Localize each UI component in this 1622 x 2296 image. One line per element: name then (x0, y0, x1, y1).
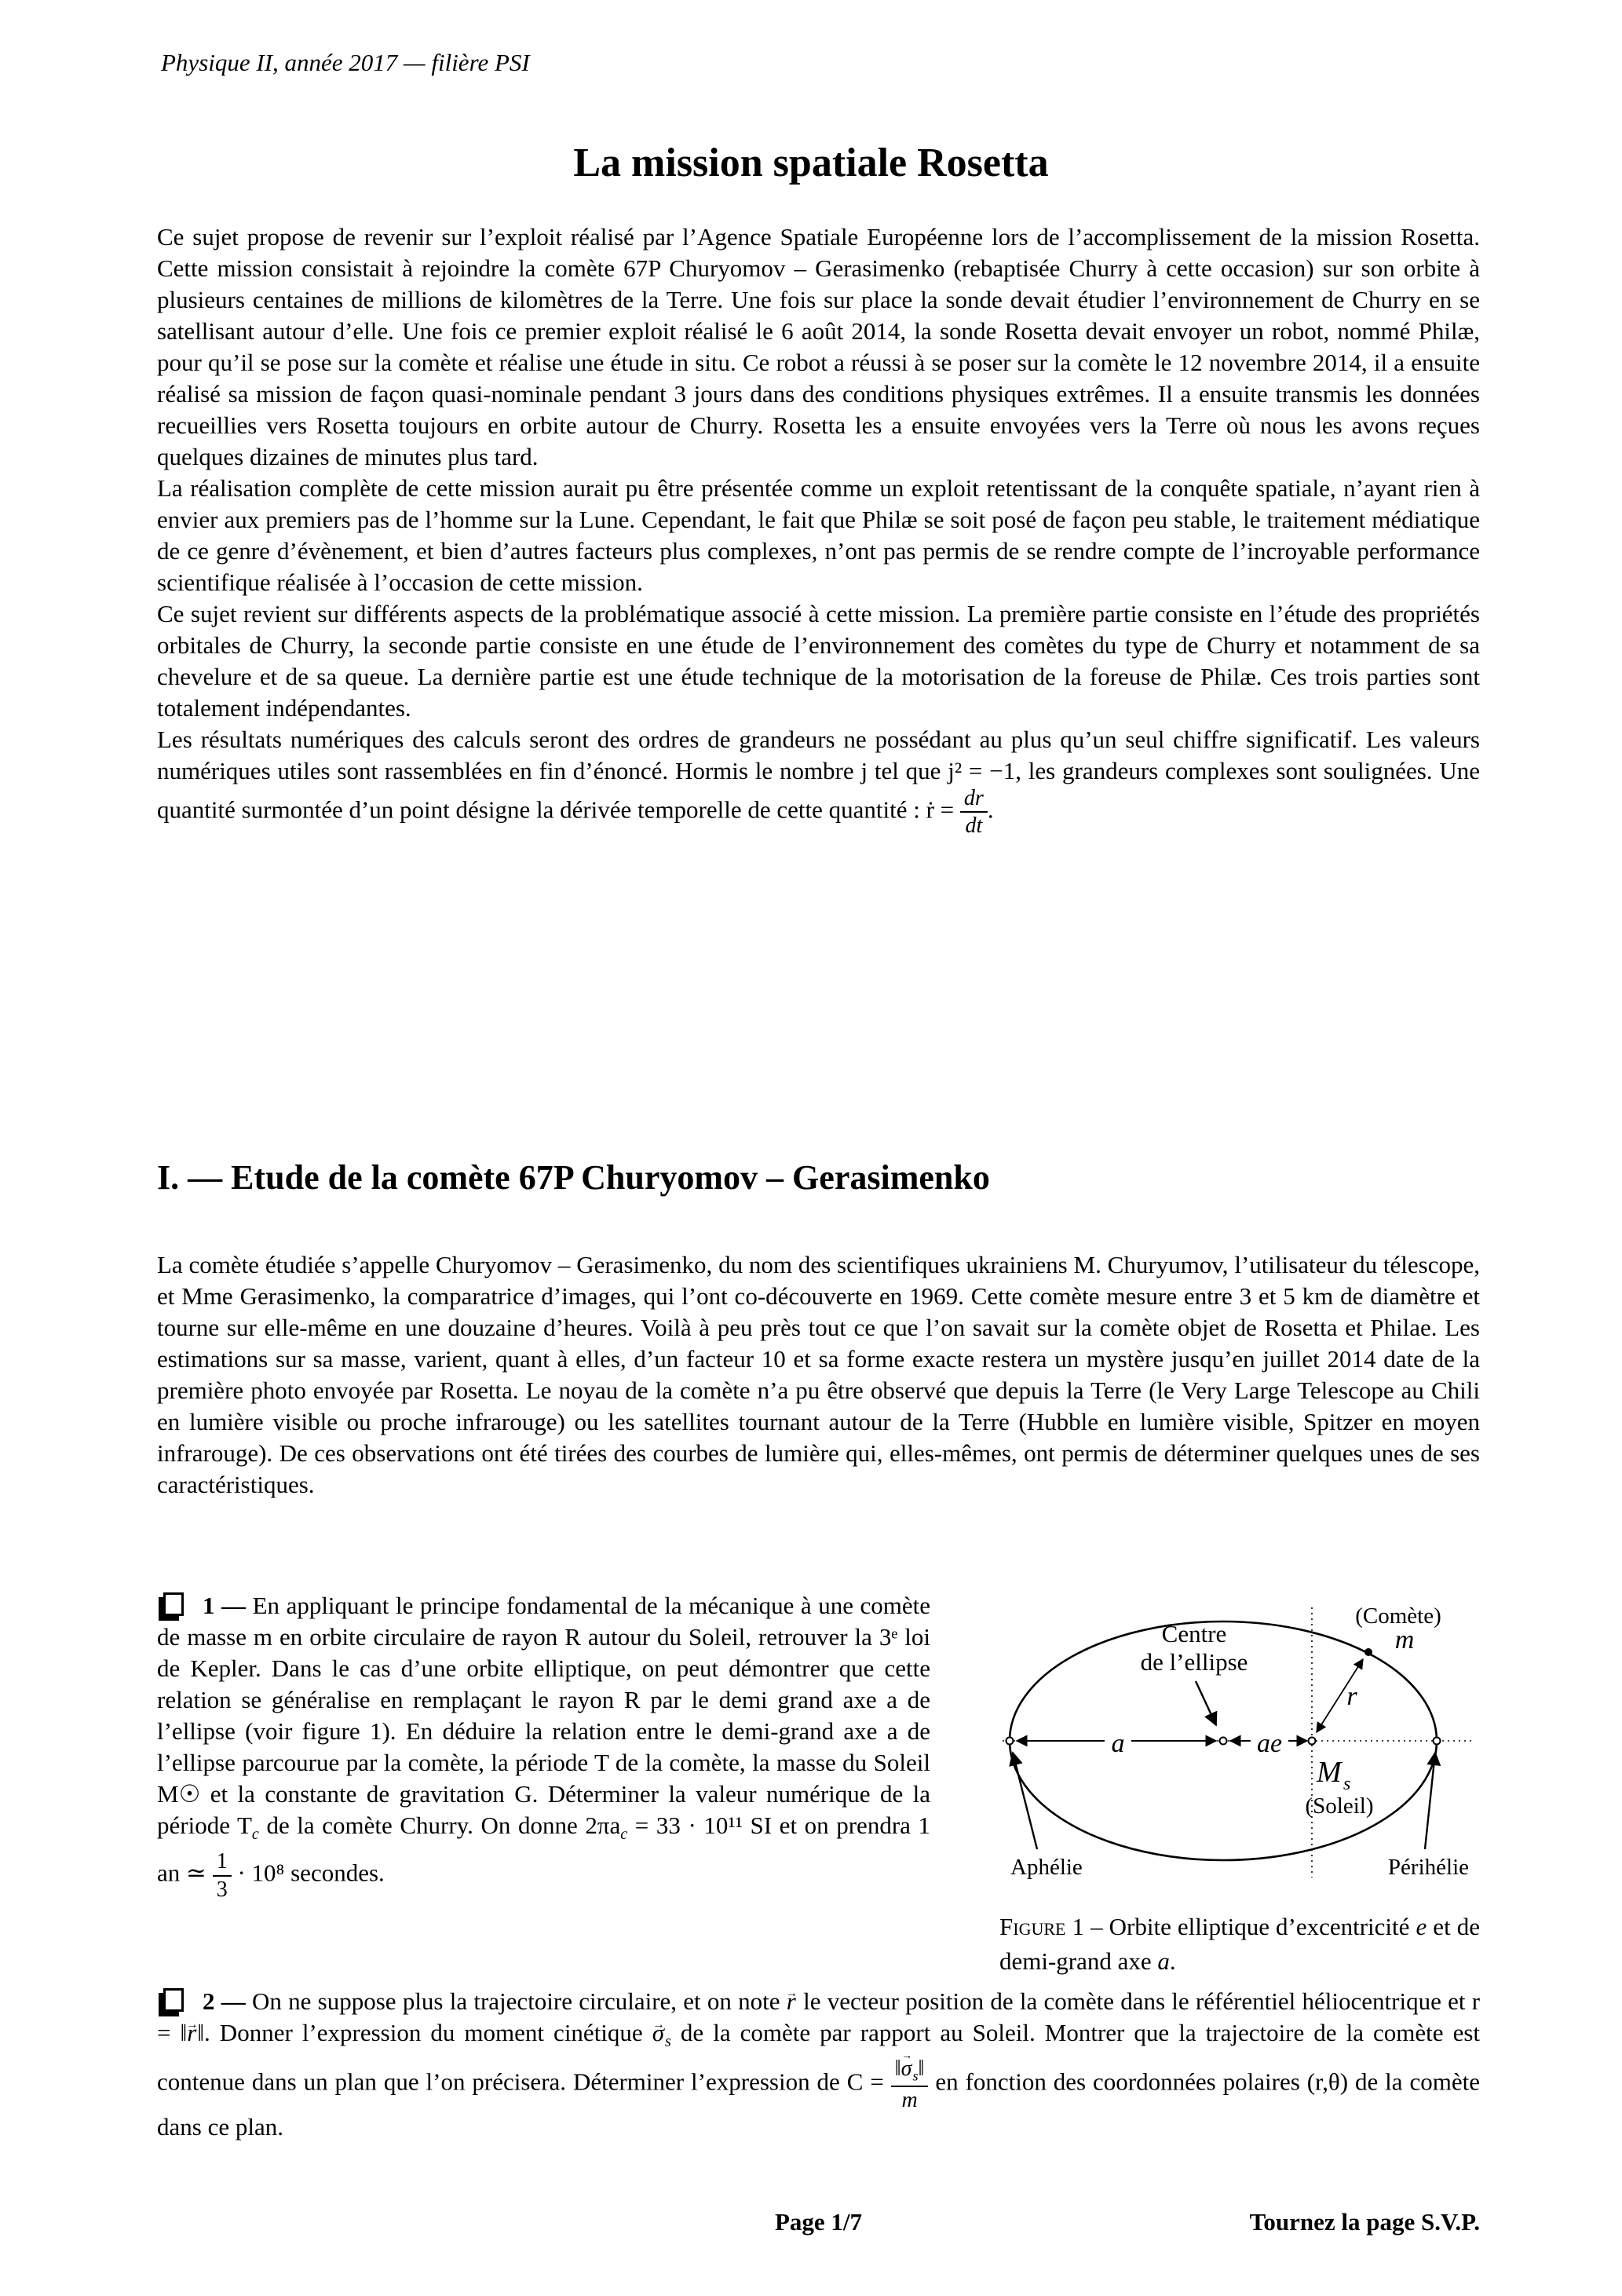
intro-paragraph-3: Ce sujet revient sur différents aspects de la problématique associé à cette mission. La première partie consiste en l’étude des propriétés orbitales de Churry, la seconde partie consiste en une étude de l’environnement des comètes du type de Churry et notamment de sa chevelure et de sa queue. La dernière partie est une étude technique de la motorisation de la foreuse de Philæ. Ces trois parties sont totalement indépendantes. (157, 600, 1480, 722)
question1-and-figure-row (157, 1590, 1480, 1979)
figure-1-column (999, 1590, 1480, 1979)
ellipse-center-label-line2: de l’ellipse (1140, 1648, 1248, 1676)
sun-caption-label: (Soleil) (1305, 1793, 1374, 1819)
intro-p4-text: Les résultats numériques des calculs seront des ordres de grandeurs ne possédant au plus qu’un seul chiffre significatif. Les valeurs numériques utiles sont rassemblées en fin d’énoncé. Hormis le nombre j tel que j² = −1, les grandeurs complexes sont soulignées. Une quantité surmontée d’un point désigne la dérivée temporelle de cette quantité : ṙ = (157, 726, 1480, 824)
center-pointer-arrow (1196, 1681, 1216, 1725)
ellipse-center-label-line1: Centre (1161, 1620, 1227, 1647)
figure-number: Figure 1 (999, 1913, 1085, 1940)
question-1-number: 1 — (203, 1592, 247, 1619)
angular-momentum-vector: → σ (652, 2017, 664, 2049)
sun-mass-subscript: s (1343, 1774, 1351, 1794)
position-vector-r: → r (187, 2017, 196, 2049)
semi-major-axis-label: a (1111, 1729, 1125, 1758)
position-vector-r: → r (787, 1986, 796, 2017)
sun-mass-label: M (1317, 1756, 1342, 1789)
elliptical-orbit-diagram (999, 1601, 1480, 1885)
radius-label: r (1346, 1682, 1357, 1711)
comet-caption-label: (Comète) (1355, 1603, 1441, 1629)
page-number: Page 1/7 (774, 2208, 863, 2236)
figure-1-diagram (999, 1590, 1480, 1889)
section-1-heading: I. — Etude de la comète 67P Churyomov – Gerasimenko (157, 1158, 990, 1197)
perihelion-label: Périhélie (1387, 1855, 1469, 1880)
focal-distance-label: ae (1256, 1729, 1283, 1758)
question-checkbox-icon (163, 1988, 184, 2012)
intro-paragraph-1: Ce sujet propose de revenir sur l’exploit réalisé par l’Agence Spatiale Européenne lors de l’accomplissement de la mission Rosetta. Cette mission consistait à rejoindre la comète 67P Churyomov – Gerasimenko (rebaptisée Churry à cette occasion) sur son orbite à plusieurs centaines de millions de kilomètres de la Terre. Une fois sur place la sonde devait étudier l’environnement de Churry en se satellisant autour d’elle. Une fois ce premier exploit réalisé le 6 août 2014, la sonde Rosetta devait envoyer un robot, nommé Philæ, pour qu’il se pose sur la comète et réalise une étude in situ. Ce robot a réussi à se poser sur la comète le 12 novembre 2014, il a ensuite réalisé sa mission de façon quasi-nominale pendant 3 jours dans des conditions physiques extrêmes. Il a ensuite transmis les données recueillies vers Rosetta toujours en orbite autour de Churry. Rosetta les a ensuite envoyées vers la Terre où nous les avons reçues quelques dizaines de minutes plus tard. (157, 223, 1480, 470)
fraction-one-third: $\frac{1}{3}$ (213, 1850, 232, 1901)
introduction-section (157, 221, 1480, 838)
question-checkbox-icon (163, 1592, 184, 1616)
question-2-number: 2 — (203, 1987, 246, 2015)
aphelion-label: Aphélie (1010, 1855, 1083, 1880)
document-title: La mission spatiale Rosetta (573, 141, 1049, 185)
section-1-paragraph: La comète étudiée s’appelle Churyomov – Gerasimenko, du nom des scientifiques ukrainiens M. Churyumov, l’utilisateur du télescope, et Mme Gerasimenko, la comparatrice d’images, qui l’ont co-découverte en 1969. Cette comète mesure entre 3 et 5 km de diamètre et tourne sur elle-même en une douzaine d’heures. Voilà à peu près tout ce que l’on savait sur la comète objet de Rosetta et Philae. Les estimations sur sa masse, varient, quant à elles, d’un facteur 10 et sa forme exacte restera un mystère jusqu’en juillet 2014 date de la première photo envoyée par Rosetta. Le noyau de la comète n’a pu être observé que depuis la Terre (le Very Large Telescope au Chili en lumière visible ou proche infrarouge) ou les satellites tournant autour de la Terre (Hubble en lumière visible, Spitzer en moyen infrarouge). De ces observations ont été tirées des courbes de lumière qui, elles-mêmes, ont permis de déterminer quelques unes de ses caractéristiques. (157, 1251, 1480, 1498)
turn-page-notice: Tournez la page S.V.P. (1249, 2208, 1480, 2236)
perihelion-pointer-arrow (1425, 1753, 1435, 1849)
comet-mass-label: m (1394, 1625, 1415, 1654)
fraction-dr-dt: $\frac{dr}{dt}$ (960, 787, 988, 838)
question-1-column (157, 1590, 930, 1979)
running-header: Physique II, année 2017 — filière PSI (161, 49, 530, 76)
page-footer (157, 2208, 1480, 2236)
figure-1-caption: Figure 1 – Orbite elliptique d’excentricité e et de demi-grand axe a. (999, 1913, 1480, 1975)
intro-paragraph-4: Les résultats numériques des calculs seront des ordres de grandeurs ne possédant au plus qu’un seul chiffre significatif. Les valeurs numériques utiles sont rassemblées en fin d’énoncé. Hormis le nombre j tel que j² = −1, les grandeurs complexes sont soulignées. Une quantité surmontée d’un point désigne la dérivée temporelle de cette quantité : ṙ = $\frac{dr}{dt}$ . (157, 726, 1480, 839)
sun-focus-point (1309, 1738, 1316, 1745)
aphelion-pointer-arrow (1013, 1753, 1037, 1849)
ellipse-center-point (1220, 1738, 1227, 1745)
perihelion-point (1434, 1738, 1441, 1745)
aphelion-point (1006, 1738, 1014, 1745)
intro-paragraph-2: La réalisation complète de cette mission aurait pu être présentée comme un exploit retentissant de la conquête spatiale, n’ayant rien à envier aux premiers pas de l’homme sur la Lune. Cependant, le fait que Philæ se soit posé de façon peu stable, le traitement médiatique de ce genre d’évènement, et bien d’autres facteurs plus complexes, n’ont pas permis de se rendre compte de l’incroyable performance scientifique réalisée à l’occasion de cette mission. (157, 474, 1480, 596)
comet-point (1364, 1648, 1372, 1656)
question-2: 2 — On ne suppose plus la trajectoire circulaire, et on note → r le vecteur position de la comète dans le référentiel héliocentrique et r = ‖→ r‖. Donner l’expression du moment cinétique → $\sigma_s$ de la comète par rapport au Soleil. Montrer que la trajectoire de la comète est contenue dans un plan que l’on précisera. Déterminer l’expression de C = $\frac{‖\to \sigma_s‖}{m}$ en fonction des coordonnées polaires (r,θ) de la comète dans ce plan. (157, 1986, 1480, 2143)
question-1: 1 — En appliquant le principe fondamental de la mécanique à une comète de masse m en orbite circulaire de rayon R autour du Soleil, retrouver la 3ᵉ loi de Kepler. Dans le cas d’une orbite elliptique, on peut démontrer que cette relation se généralise en remplaçant le rayon R par le demi grand axe a de l’ellipse (voir figure 1). En déduire la relation entre le demi-grand axe a de l’ellipse parcourue par la comète, la période T de la comète, la masse du Soleil M☉ et la constante de gravitation G. Déterminer la valeur numérique de la période $T_c$ de la comète Churry. On donne $2\pi a_c = 33 \cdot 10^{11}$ SI et on prendra 1 an ≃ $\frac{1}{3}$ · 10⁸ secondes. (157, 1592, 931, 1902)
fraction-sigma-over-m: $\frac{‖\to \sigma_s‖}{m}$ (891, 2057, 929, 2111)
